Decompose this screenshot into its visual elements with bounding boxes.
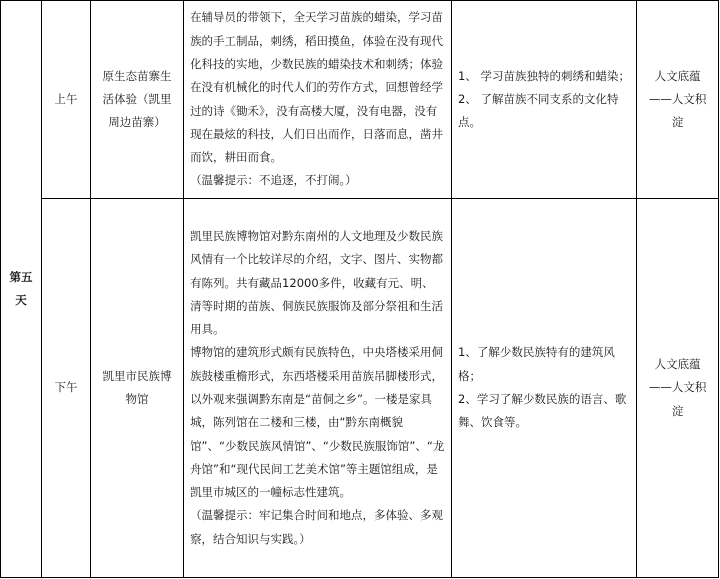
goal-afternoon-1: 1、了解少数民族特有的建筑风格； <box>458 345 615 383</box>
description-morning-tip: （温馨提示：不追逐，不打闹。） <box>190 173 357 188</box>
description-morning <box>184 1 452 199</box>
goal-morning-2: 2、 了解苗族不同支系的文化特点。 <box>458 91 619 130</box>
table-row-morning <box>1 1 719 199</box>
place-morning: 原生态苗寨生活体验（凯里周边苗寨） <box>91 1 184 199</box>
theme-afternoon: 人文底蕴——人文积淀 <box>637 199 719 578</box>
table-row-afternoon <box>1 199 719 578</box>
description-morning-main: 在辅导员的带领下，全天学习苗族的蜡染，学习苗族的手工制品，刺绣，稻田摸鱼，体验在没有现代化科技的实地，少数民族的蜡染技术和刺绣；体验在没有机械化的时代人们的劳作方式，回想曾经学过的诗《锄禾》，没有高楼大厦，没有电器，没有现在最炫的科技，人们日出而作，日落而息，凿井而饮，耕田而食。 <box>190 10 444 165</box>
goal-afternoon-2: 2、学习了解少数民族的语言、歌舞、饮食等。 <box>458 392 627 430</box>
theme-morning: 人文底蕴——人文积淀 <box>637 1 719 199</box>
day-label: 第五天 <box>1 1 42 578</box>
description-afternoon-tip: （温馨提示：牢记集合时间和地点，多体验、多观察，结合知识与实践。） <box>190 508 444 546</box>
period-morning: 上午 <box>41 1 90 199</box>
place-afternoon: 凯里市民族博物馆 <box>91 199 184 578</box>
description-afternoon <box>184 199 452 578</box>
goal-morning-1: 1、 学习苗族独特的刺绣和蜡染； <box>458 68 631 83</box>
period-afternoon: 下午 <box>41 199 90 578</box>
goals-morning <box>452 1 637 199</box>
description-afternoon-architecture: 博物馆的建筑形式颇有民族特色，中央塔楼采用侗族鼓楼重檐形式，东西塔楼采用苗族吊脚楼形式，以外观来强调黔东南是“苗侗之乡”。一楼是家具城，陈列馆在二楼和三楼，由“黔东南概貌馆”、“少数民族风情馆”、“少数民族服饰馆”、“龙舟馆”和“现代民间工艺美术馆”等主题馆组成，是凯里市城区的一幢标志性建筑。 <box>190 345 445 500</box>
description-afternoon-intro: 凯里民族博物馆对黔东南州的人文地理及少数民族风情有一个比较详尽的介绍，文字、图片、实物都有陈列。共有藏品12000多件，收藏有元、明、清等时期的苗族、侗族民族服饰及部分祭祖和生活用具。 <box>190 228 444 337</box>
goals-afternoon <box>452 199 637 578</box>
